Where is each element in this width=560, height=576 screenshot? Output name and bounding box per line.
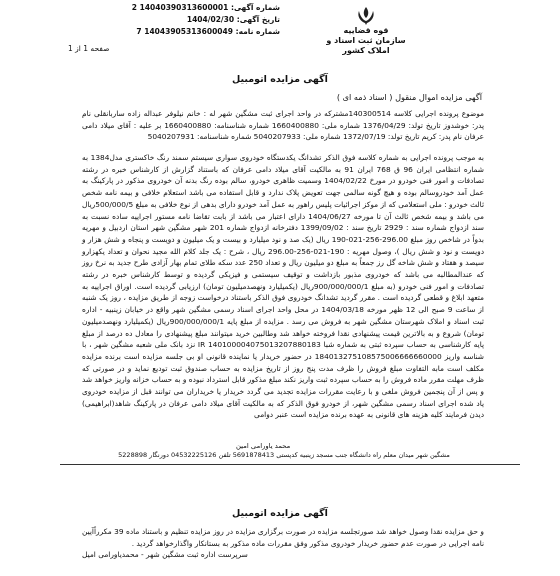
divider bbox=[60, 464, 520, 465]
auction-details-paragraph: به موجب پرونده اجرایی به شماره کلاسه فوق الذکر تشدانگ یکدستگاه خودروی سواری سیستم سمند رنگ خاکستری مدل1384 به شماره انتظامی ایران 96 ق 768 ایران 91 به مالکیت آقای میلاد دامی عرفان که باستناد گزارش از کارشناس خبره در رشته تصادفات و امور فنی خودرو در مورخ 1404/02/22 وسمیت ظاهری خودرو، سالم بوده رنگ بدنه آن خودروی مذکور در پارکینگ به عمل آمد خودروسالم بوده و هیچ گونه سالمی جهت تعویض پلاک ندارد و قابل استفاده می باشد استعلام خلافی و بیمه نامه شخص ثالث خودرو : ملی استعلامی که از موکز اجرائیات پلیس راهور به عمل آمد خودرو دارای بدهی از نوع خلافی به مبلغ 500/000/5ریال می باشد و بیمه شخص ثالث آن تا مورخه 1404/06/27 دارای اعتبار می باشد از بابت تقاضا نامه مستور اجراییه ساده نسبت به سند ازدواج شماره سند : 2929 تاریخ سند : 1399/09/02 دفترخانه ازدواج شماره 201 شهر مشگین شهر استان اردبیل و مهریه بدواً در شاخص روز مبلغ 296.00-256-021-190 ریال (یک صد و نود میلیارد و بیست و یک میلیون و دویست و پنجاه و شش هزار و دویست و نود و شش ریال )، وصول مهریه : 190-021-256-296.00 ریال ، شرح : یک جلد کلام الله مجید نحوان و تعداد یکهزارو سیصد و هفتاد و شش شاخه گل رز جمعاً به مبلغ دو میلیون ریال و تعداد 250 عدد سکه طلای تمام بهار آزادی طرح جدید به نرخ روز که عندالمطالبه می باشد که خودروی مذبور بازداشت و توقیف سیستمی و فیزیکی گردیده و توسط کارشناس خبره در رشته تصادفات و امور فنی خودرو (به مبلغ 900/000/000/1ریال (یکمیلیارد ونهصدمیلیون تومان) ارزیابی گردیده است. اوراق اجراییه به متعهد ابلاغ و قطعی گردیده است . مقرر گردید تشدانگ خودروی فوق الذکر باستناد درخواست زوجه از طریق مزایده ، روز یک شنبه از ساعت 9 صبح الی 12 ظهر مورخه 1404/03/18 در محل واحد اجرای اسناد رسمی مشگین شهر واقع در خیابان زینبیه - اداره ثبت اسناد و املاک شهرستان مشگین شهر به فروش می رسد . مزایده از مبلغ پایه 900/000/000/1ریال (یکمیلیارد ونهصدمیلیون تومان) شروع و به بالاترین قیمت پیشنهادی نقدا فروخته خواهد شد وطالبین خرید میتوانند مبلغ پیشنهادی را معادل ده درصد از مبلغ پایه کارشناسی به حساب سپرده ثبتی به شماره شبا IR 140100004075013207880183 نزد بانک ملی شعبه مشگین شهر ، با شناسه واریز 184013275108575006666660000 در حضور خریدار یا نماینده قانونی او بی جلسه مزایده است برنده مزایده مکلف است مابه التفاوت مبلغ فروش را ظرف مدت پنج روز از تاریخ مزایده به حساب صندوق ثبت تودیع نماید و در صورتی که ظرف مهلت مقرر ماده فروش را به حساب سپرده ثبت واریز نکند مبلغ مذکور قابل استرداد نبوده و به حساب خزانه واریز خواهد شد و پس از آن پنجمین فروش ملغی و با رعایت مقررات مزایده تجدید می گردد خریدار یا خریداران می توانند قبل از مزایده خودروی یاد شده اجرای اسناد رسمی مشگین شهر، از خودرو فوق الذکر که به مالکیت آقای میلاد دامی عرفان در پارکینگ شاهد(ابراهیمی) دیدن فرمایند کلیه هزینه های قانونی به عهده برنده مزایده است عنبر دوامی bbox=[82, 153, 485, 420]
signer-name: محمد یاورامی امین bbox=[236, 442, 291, 450]
ad-date: 1404/02/30 bbox=[186, 15, 235, 24]
second-notice-paragraph: و حق مزایده نقدا وصول خواهد شد صورتجلسه مزایده در صورت برگزاری مزایده در روز مزایده تنظیم و باستناد ماده 39 مکرراًآیین نامه اجرایی در صورت عدم حضور خریدار خودروی مذکور وفق مقررات ماده مذکور به بستانکار واگذارخواهد گردید . سرپرست اداره ثبت مشگین شهر - محمدیاورامی امیل bbox=[82, 527, 484, 560]
notice-subtitle: آگهی مزایده اموال منقول ( اسناد ذمه ای ) bbox=[336, 92, 482, 102]
second-notice-title: آگهی مزایده اتومبیل bbox=[232, 508, 328, 519]
letter-number: 14043905313600049 7 bbox=[136, 27, 233, 36]
notice-title: آگهی مزایده اتومبیل bbox=[232, 74, 328, 85]
ad-date-line: تاریخ آگهی: 1404/02/30 bbox=[186, 15, 280, 24]
ad-number: 14040390313600001 2 bbox=[131, 3, 229, 12]
second-notice-signer: سرپرست اداره ثبت مشگین شهر - محمدیاورامی امیل bbox=[82, 550, 248, 560]
org-name: قوه قضاییه سازمان ثبت اسناد و املاک کشور bbox=[326, 26, 406, 55]
ad-metadata bbox=[131, 2, 280, 38]
letter-number-line: شماره نامه: 14043905313600049 7 bbox=[136, 27, 280, 36]
judiciary-emblem bbox=[318, 6, 414, 56]
office-address: مشگین شهر میدان معلم راه دانشگاه جنب مسجد زینبیه کدپستی 5691878413 تلفن 04532225126 دورنگار 5228898 bbox=[118, 451, 450, 459]
emblem-icon bbox=[355, 6, 377, 26]
ad-number-line: شماره آگهی: 14040390313600001 2 bbox=[131, 3, 280, 12]
case-parties-paragraph: موضوع پرونده اجرایی کلاسه 140300514مشترکه در واحد اجرای ثبت مشگین شهر له : خانم نیلوفر عبداله زاده ساربانقلی نام پدر: خوشدوز تاریخ تولد: 1376/04/29 شماره ملی: 1660400880 شماره شناسنامه: 1660400880 بر علیه : آقای میلاد دامی عرفان نام پدر: کریم تاریخ تولد: 1372/07/19 شماره ملی: 5040207933 شماره شناسنامه: 5040207931 bbox=[82, 109, 485, 142]
page-number: صفحه 1 از 1 bbox=[68, 44, 110, 53]
